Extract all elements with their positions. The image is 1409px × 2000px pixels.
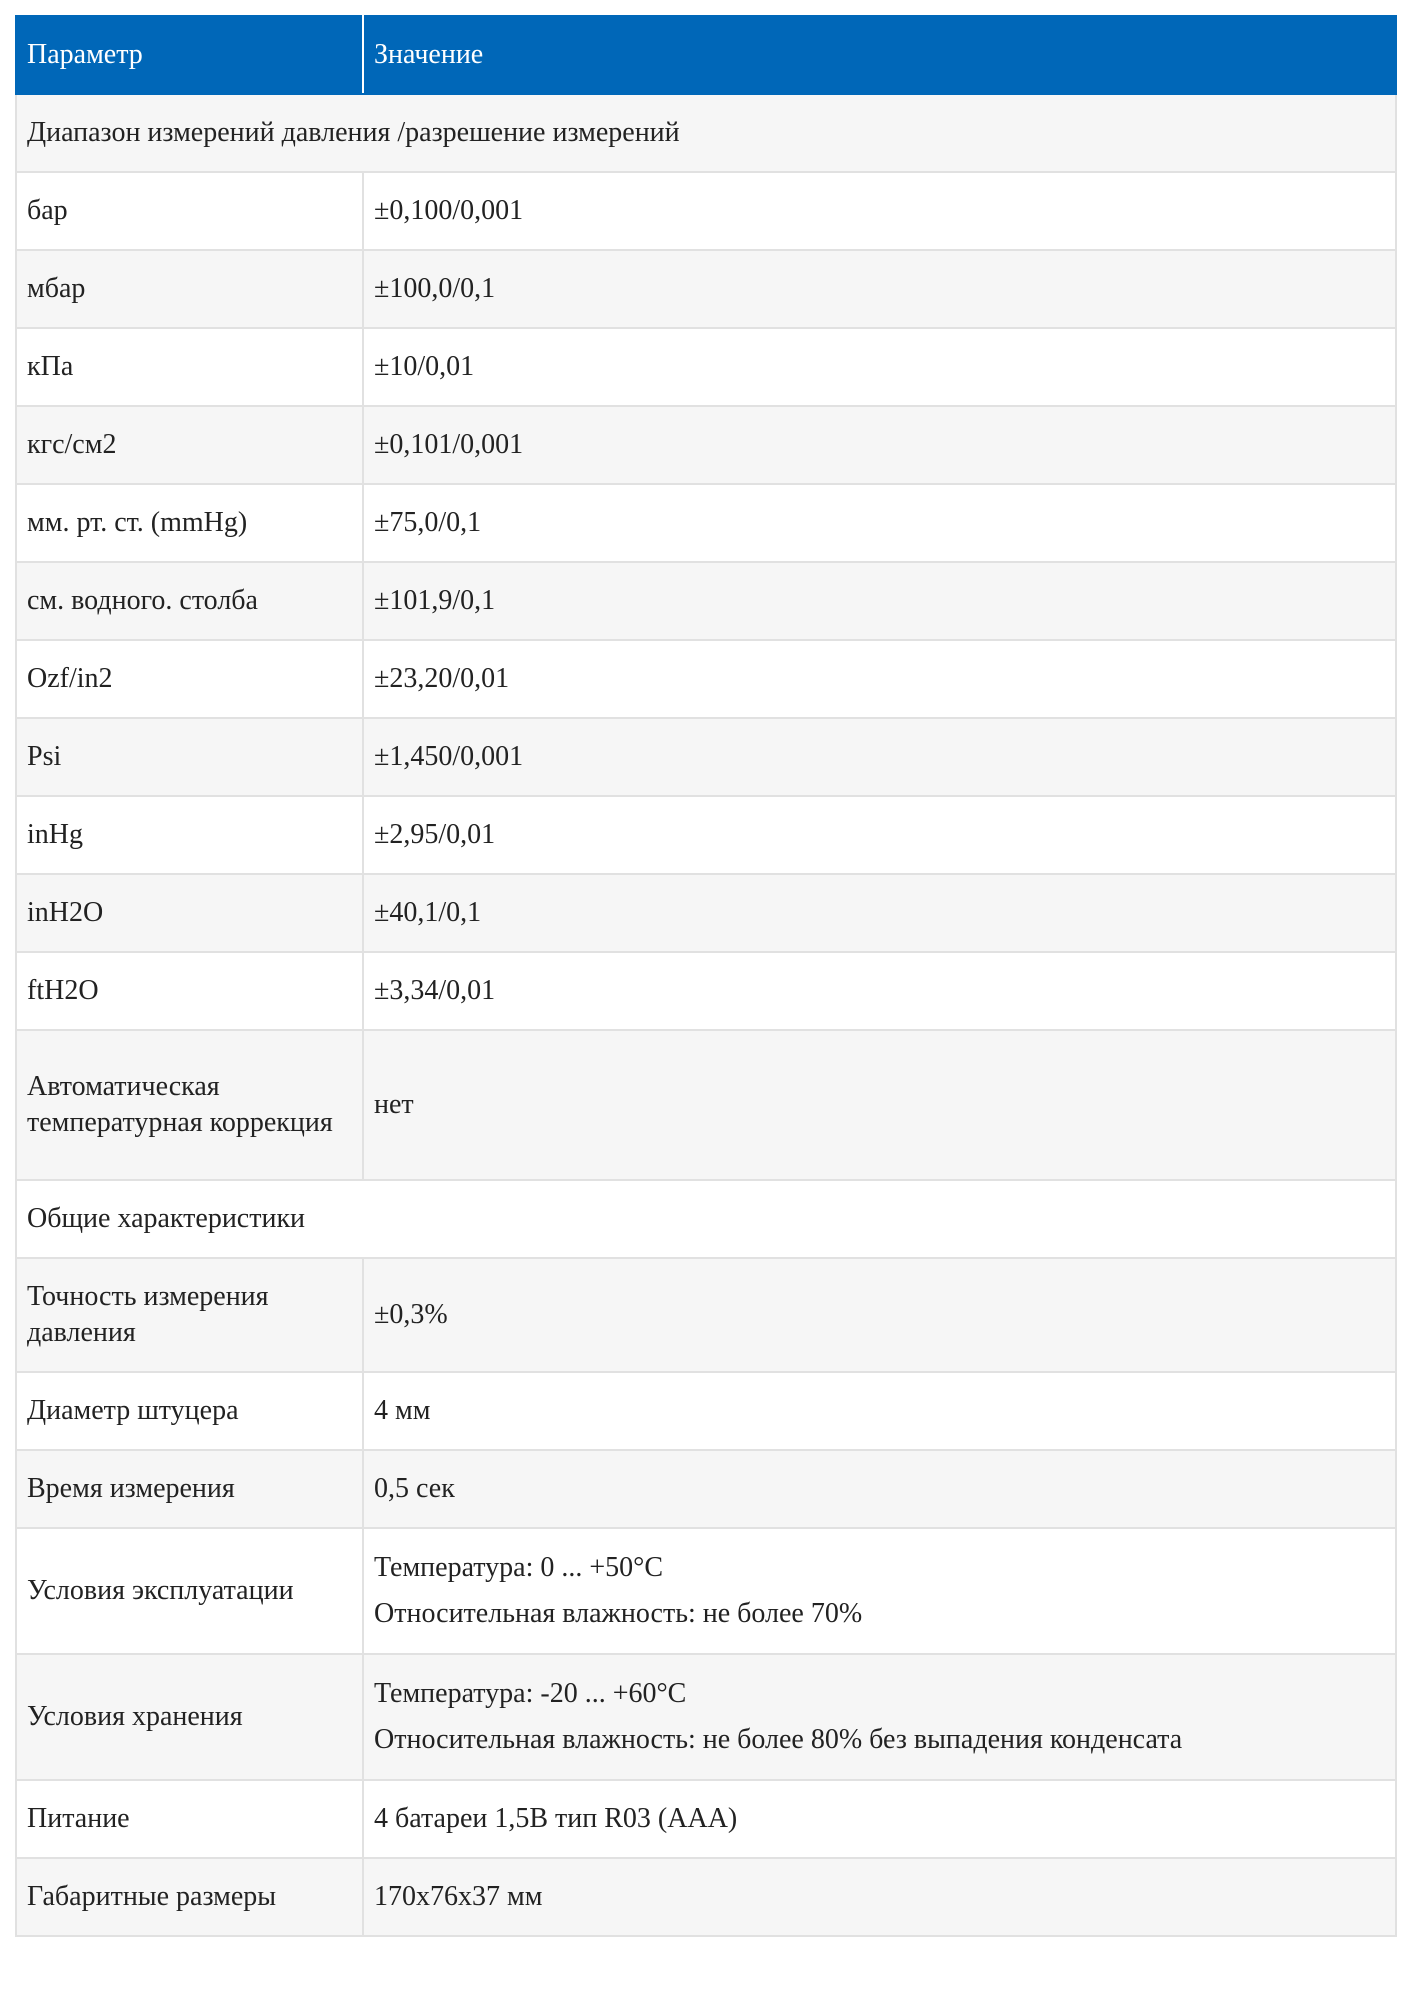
- table-row: [16, 874, 1396, 952]
- table-row: [16, 952, 1396, 1030]
- value-line: Температура: -20 ... +60°C: [374, 1678, 687, 1709]
- param-cell: Время измерения: [16, 1450, 363, 1528]
- param-cell: см. водного. столба: [16, 562, 363, 640]
- value-cell: ±3,34/0,01: [363, 952, 1396, 1030]
- table-row: [16, 250, 1396, 328]
- value-line: Температура: 0 ... +50°C: [374, 1552, 664, 1583]
- value-cell: 4 мм: [363, 1372, 1396, 1450]
- param-cell: бар: [16, 172, 363, 250]
- value-cell: ±75,0/0,1: [363, 484, 1396, 562]
- param-cell: Условия хранения: [16, 1654, 363, 1780]
- value-cell: 4 батареи 1,5В тип R03 (AAA): [363, 1780, 1396, 1858]
- table-header-row: [16, 16, 1396, 94]
- table-row: [16, 406, 1396, 484]
- value-cell: ±23,20/0,01: [363, 640, 1396, 718]
- table-row: [16, 1450, 1396, 1528]
- value-line: Относительная влажность: не более 80% без выпадения конденсата: [374, 1724, 1183, 1755]
- value-cell: ±40,1/0,1: [363, 874, 1396, 952]
- param-cell: Psi: [16, 718, 363, 796]
- param-cell: мбар: [16, 250, 363, 328]
- value-cell: ±2,95/0,01: [363, 796, 1396, 874]
- value-cell: ±10/0,01: [363, 328, 1396, 406]
- param-cell: мм. рт. ст. (mmHg): [16, 484, 363, 562]
- value-cell: ±101,9/0,1: [363, 562, 1396, 640]
- table-row: [16, 328, 1396, 406]
- param-cell: Условия эксплуатации: [16, 1528, 363, 1654]
- param-cell: ftH2O: [16, 952, 363, 1030]
- value-cell: ±100,0/0,1: [363, 250, 1396, 328]
- value-cell: 170x76x37 мм: [363, 1858, 1396, 1936]
- table-row: [16, 172, 1396, 250]
- param-cell: inH2O: [16, 874, 363, 952]
- table-row: [16, 1030, 1396, 1180]
- table-row: [16, 1258, 1396, 1372]
- header-value: Значение: [363, 16, 1396, 94]
- value-cell: 0,5 сек: [363, 1450, 1396, 1528]
- section-row-general: [16, 1180, 1396, 1258]
- value-cell: ±0,3%: [363, 1258, 1396, 1372]
- table-row: [16, 1654, 1396, 1780]
- table-row: [16, 640, 1396, 718]
- specifications-table: [15, 15, 1397, 1937]
- table-row: [16, 562, 1396, 640]
- section-row-pressure-range: [16, 94, 1396, 172]
- param-cell: Автоматическая температурная коррекция: [16, 1030, 363, 1180]
- table-row: [16, 1780, 1396, 1858]
- param-cell: кПа: [16, 328, 363, 406]
- param-cell: кгс/см2: [16, 406, 363, 484]
- section-title: Диапазон измерений давления /разрешение измерений: [16, 94, 1396, 172]
- value-cell: ±1,450/0,001: [363, 718, 1396, 796]
- param-cell: Питание: [16, 1780, 363, 1858]
- param-cell: Диаметр штуцера: [16, 1372, 363, 1450]
- param-cell: Габаритные размеры: [16, 1858, 363, 1936]
- table-row: [16, 1858, 1396, 1936]
- table-row: [16, 1372, 1396, 1450]
- value-cell: нет: [363, 1030, 1396, 1180]
- value-line: Относительная влажность: не более 70%: [374, 1598, 863, 1629]
- value-cell: [363, 1528, 1396, 1654]
- section-title: Общие характеристики: [16, 1180, 1396, 1258]
- table-row: [16, 718, 1396, 796]
- table-row: [16, 796, 1396, 874]
- table-row: [16, 484, 1396, 562]
- param-cell: Ozf/in2: [16, 640, 363, 718]
- value-cell: ±0,101/0,001: [363, 406, 1396, 484]
- value-cell: ±0,100/0,001: [363, 172, 1396, 250]
- param-cell: Точность измерения давления: [16, 1258, 363, 1372]
- table-row: [16, 1528, 1396, 1654]
- value-cell: [363, 1654, 1396, 1780]
- param-cell: inHg: [16, 796, 363, 874]
- header-parameter: Параметр: [16, 16, 363, 94]
